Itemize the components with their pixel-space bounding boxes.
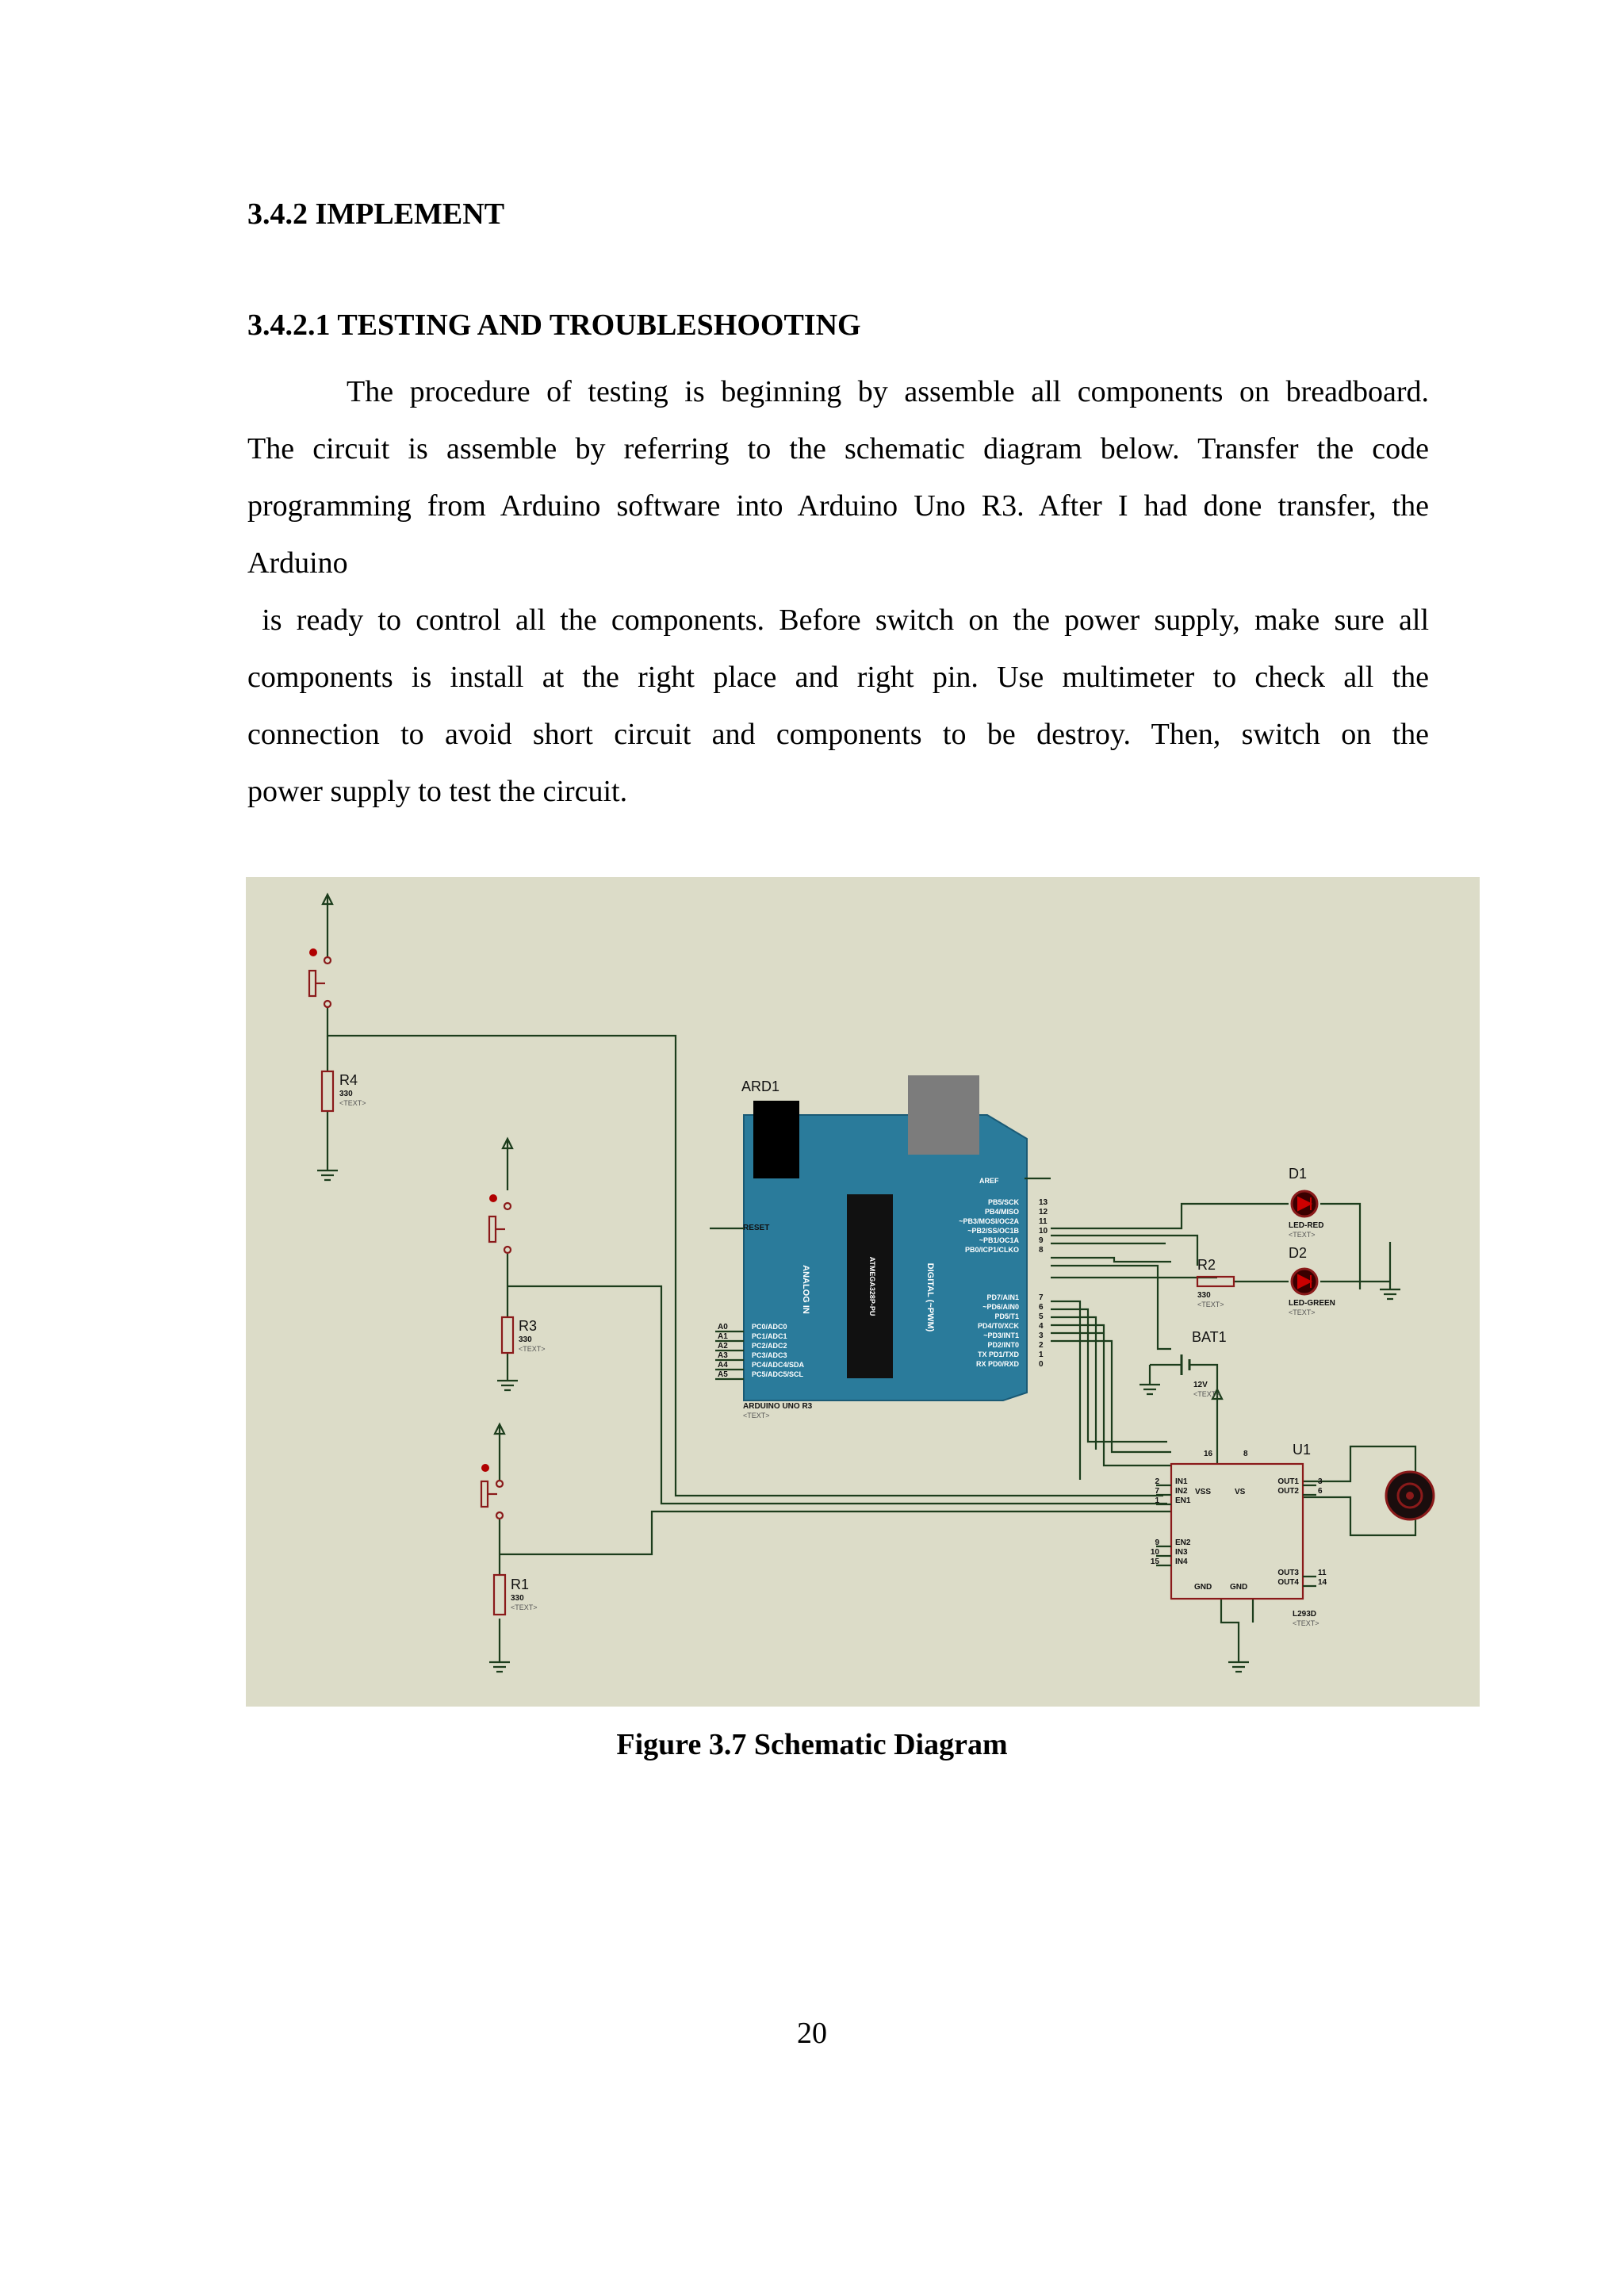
resistor-r2-ref: R2 — [1197, 1257, 1216, 1273]
paragraph-line: The procedure of testing is beginning by assemble all components on breadboard. — [347, 375, 1429, 408]
driver-right-pin-num: 3 — [1318, 1477, 1323, 1486]
led-d2-value: LED-GREEN — [1289, 1299, 1335, 1308]
arduino-text: <TEXT> — [743, 1412, 770, 1420]
arduino-digital-pin-name: TX PD1/TXD — [977, 1351, 1019, 1358]
arduino-analog-pin-name: PC2/ADC2 — [752, 1342, 787, 1350]
arduino-analog-label: ANALOG IN — [801, 1265, 810, 1314]
arduino-digital-pin-name: PD2/INT0 — [987, 1341, 1019, 1349]
arduino-analog-pin-name: PC1/ADC1 — [752, 1332, 787, 1340]
arduino-analog-pin-num: A4 — [718, 1361, 728, 1370]
arduino-analog-pin-num: A1 — [718, 1332, 728, 1341]
arduino-digital-label: DIGITAL (~PWM) — [925, 1262, 935, 1332]
paragraph-line: components is install at the right place and right pin. Use multimeter to check all the — [247, 661, 1429, 694]
driver-right-pin-name: OUT3 — [1277, 1569, 1299, 1577]
arduino-usb-connector — [908, 1075, 979, 1155]
arduino-digital-pin-num: 8 — [1039, 1246, 1044, 1255]
arduino-uno — [710, 1075, 1051, 1420]
motor-driver-u1 — [1151, 1442, 1327, 1627]
driver-left-pin-num: 2 — [1155, 1477, 1159, 1486]
driver-left-pin-num: 1 — [1155, 1496, 1159, 1505]
driver-left-pin-num: 10 — [1150, 1548, 1159, 1557]
driver-right-pin-num: 6 — [1318, 1487, 1323, 1496]
resistor-r2-text: <TEXT> — [1197, 1301, 1224, 1308]
resistor-r4-value: 330 — [339, 1090, 353, 1098]
resistor-r1-ref: R1 — [511, 1577, 530, 1592]
arduino-digital-pin-num: 11 — [1039, 1217, 1048, 1226]
arduino-aref-label: AREF — [979, 1177, 999, 1185]
arduino-digital-pin-num: 4 — [1039, 1322, 1044, 1331]
section-heading: 3.4.2 IMPLEMENT — [247, 197, 505, 231]
arduino-digital-pin-num: 0 — [1039, 1360, 1044, 1369]
driver-pin-vs: VS — [1235, 1488, 1246, 1496]
arduino-digital-pin-num: 1 — [1039, 1351, 1044, 1359]
resistor-r4-ref: R4 — [339, 1072, 358, 1088]
driver-right-pin-name: OUT2 — [1277, 1487, 1299, 1496]
driver-pin-8: 8 — [1243, 1450, 1248, 1458]
driver-text: <TEXT> — [1293, 1619, 1320, 1627]
resistor-r3-text: <TEXT> — [519, 1345, 546, 1353]
arduino-analog-pin-name: PC5/ADC5/SCL — [752, 1370, 804, 1378]
paragraph-line: programming from Arduino software into Arduino Uno R3. After I had done transfer, the — [247, 489, 1429, 523]
arduino-analog-pin-num: A0 — [718, 1323, 728, 1331]
driver-left-pin-name: IN1 — [1175, 1477, 1188, 1486]
battery-text: <TEXT> — [1193, 1390, 1220, 1398]
paragraph-line: is ready to control all the components. Before switch on the power supply, make sure all — [247, 603, 1429, 637]
paragraph-line: Arduino — [247, 546, 348, 580]
arduino-analog-pin-name: PC0/ADC0 — [752, 1323, 787, 1331]
arduino-digital-pin-num: 7 — [1039, 1293, 1044, 1302]
arduino-digital-pin-name: PB0/ICP1/CLKO — [964, 1246, 1019, 1254]
driver-value: L293D — [1293, 1610, 1317, 1619]
arduino-digital-pin-name: PB5/SCK — [987, 1198, 1019, 1206]
driver-left-pin-name: EN1 — [1175, 1496, 1191, 1505]
driver-pin-16: 16 — [1204, 1450, 1213, 1458]
battery-value: 12V — [1193, 1381, 1208, 1389]
led-d2-ref: D2 — [1289, 1245, 1308, 1261]
arduino-digital-pin-name: PD5/T1 — [994, 1312, 1019, 1320]
driver-left-pin-num: 7 — [1155, 1487, 1159, 1496]
arduino-digital-pin-name: ~PB2/SS/OC1B — [967, 1227, 1019, 1235]
driver-left-pin-name: EN2 — [1175, 1538, 1191, 1547]
schematic-diagram — [246, 877, 1480, 1707]
driver-ref: U1 — [1293, 1442, 1312, 1458]
arduino-digital-pin-name: ~PD3/INT1 — [983, 1331, 1019, 1339]
arduino-digital-pin-name: PB4/MISO — [984, 1208, 1019, 1216]
arduino-analog-pin-num: A3 — [718, 1351, 728, 1360]
arduino-reset-label: RESET — [743, 1224, 770, 1232]
arduino-digital-pin-num: 10 — [1039, 1227, 1048, 1236]
resistor-r4-text: <TEXT> — [339, 1099, 366, 1107]
driver-pin-vss: VSS — [1195, 1488, 1212, 1496]
arduino-analog-pin-num: A5 — [718, 1370, 728, 1379]
driver-left-pin-name: IN3 — [1175, 1548, 1188, 1557]
resistor-r1-value: 330 — [511, 1594, 524, 1603]
resistor-r2-value: 330 — [1197, 1291, 1211, 1300]
paragraph-line: The circuit is assemble by referring to the schematic diagram below. Transfer the code — [247, 432, 1429, 466]
driver-right-pin-name: OUT1 — [1277, 1477, 1299, 1486]
led-d1-ref: D1 — [1289, 1166, 1308, 1182]
body-paragraph — [247, 363, 1429, 820]
paragraph-line: connection to avoid short circuit and components to be destroy. Then, switch on the — [247, 718, 1429, 751]
arduino-digital-pin-name: ~PB1/OC1A — [979, 1236, 1019, 1244]
arduino-digital-pin-name: PD7/AIN1 — [986, 1293, 1019, 1301]
driver-gnd-left: GND — [1194, 1583, 1212, 1592]
arduino-digital-pin-num: 12 — [1039, 1208, 1048, 1216]
subsection-heading: 3.4.2.1 TESTING AND TROUBLESHOOTING — [247, 308, 861, 342]
arduino-chip-label: ATMEGA328P-PU — [868, 1256, 876, 1316]
arduino-digital-pin-name: ~PB3/MOSI/OC2A — [959, 1217, 1019, 1225]
arduino-digital-pin-name: RX PD0/RXD — [975, 1360, 1019, 1368]
arduino-name: ARDUINO UNO R3 — [743, 1402, 813, 1411]
resistor-r3-ref: R3 — [519, 1318, 538, 1334]
resistor-r1-text: <TEXT> — [511, 1603, 538, 1611]
driver-right-pin-name: OUT4 — [1277, 1578, 1299, 1587]
arduino-digital-pin-num: 6 — [1039, 1303, 1044, 1312]
arduino-digital-pin-name: ~PD6/AIN0 — [982, 1303, 1019, 1311]
arduino-ref: ARD1 — [741, 1079, 780, 1094]
driver-right-pin-num: 11 — [1318, 1569, 1327, 1577]
arduino-digital-pin-num: 5 — [1039, 1312, 1044, 1321]
led-d2-text: <TEXT> — [1289, 1308, 1316, 1316]
arduino-power-jack — [753, 1101, 799, 1178]
led-d1-value: LED-RED — [1289, 1221, 1324, 1230]
arduino-digital-pin-num: 9 — [1039, 1236, 1044, 1245]
arduino-digital-pin-num: 3 — [1039, 1331, 1044, 1340]
driver-left-pin-name: IN2 — [1175, 1487, 1188, 1496]
figure-caption: Figure 3.7 Schematic Diagram — [616, 1728, 1008, 1761]
driver-left-pin-num: 15 — [1150, 1557, 1159, 1566]
arduino-analog-pin-num: A2 — [718, 1342, 728, 1351]
page-number: 20 — [797, 2017, 827, 2050]
arduino-digital-pin-num: 13 — [1039, 1198, 1048, 1207]
battery-ref: BAT1 — [1192, 1329, 1227, 1345]
arduino-digital-pin-num: 2 — [1039, 1341, 1044, 1350]
driver-left-pin-num: 9 — [1155, 1538, 1159, 1547]
arduino-digital-pin-name: PD4/T0/XCK — [977, 1322, 1019, 1330]
arduino-analog-pin-name: PC4/ADC4/SDA — [752, 1361, 805, 1369]
driver-right-pin-num: 14 — [1318, 1578, 1327, 1587]
arduino-analog-pin-name: PC3/ADC3 — [752, 1351, 787, 1359]
led-d1-text: <TEXT> — [1289, 1231, 1316, 1239]
resistor-r3-value: 330 — [519, 1335, 532, 1344]
driver-left-pin-name: IN4 — [1175, 1557, 1188, 1566]
driver-gnd-right: GND — [1230, 1583, 1248, 1592]
paragraph-line: power supply to test the circuit. — [247, 775, 628, 808]
